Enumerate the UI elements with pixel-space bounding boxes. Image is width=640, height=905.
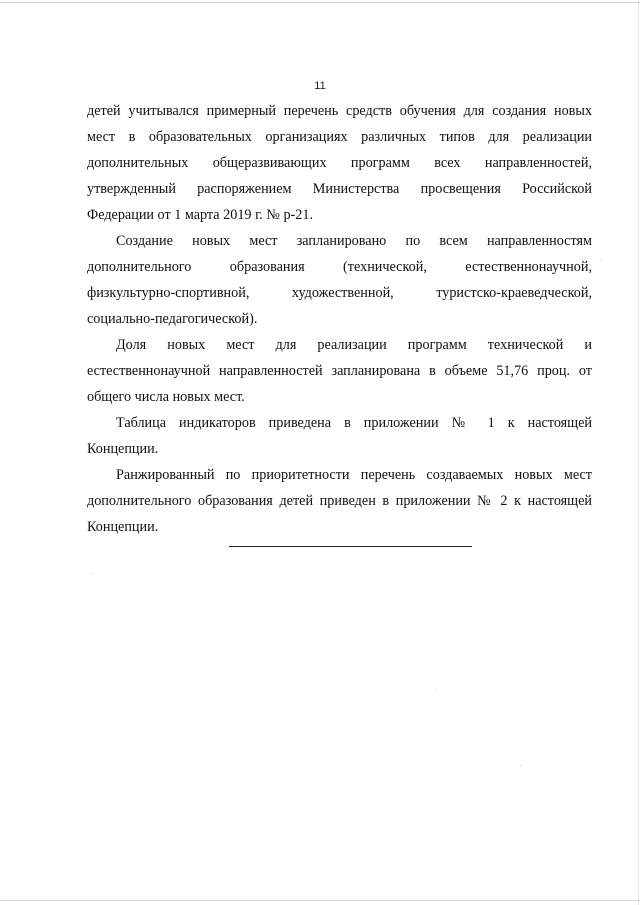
paragraph-1-line-5: Федерации от 1 марта 2019 г. № р-21. <box>87 207 314 223</box>
scan-speck <box>520 765 521 766</box>
paragraph-2-line-3: физкультурно-спортивной, художественной, туристско-краеведческой, <box>87 285 592 301</box>
scan-right-edge <box>638 0 639 905</box>
paragraph-2-line-4: социально-педагогической). <box>87 311 258 327</box>
paragraph-1-line-3: дополнительных общеразвивающих программ всех направленностей, <box>87 155 592 171</box>
end-separator-rule <box>229 546 472 547</box>
paragraph-5-line-2: дополнительного образования детей приведен в приложении № 2 к настоящей <box>87 493 592 509</box>
paragraph-1-line-2: мест в образовательных организациях различных типов для реализации <box>87 129 592 145</box>
paragraph-2-line-2: дополнительного образования (технической, естественнонаучной, <box>87 259 592 275</box>
paragraph-5-line-1: Ранжированный по приоритетности перечень создаваемых новых мест <box>116 467 592 483</box>
scan-speck <box>436 690 437 691</box>
document-body <box>87 98 592 540</box>
paragraph-5-line-3: Концепции. <box>87 519 159 535</box>
paragraph-3-line-3: общего числа новых мест. <box>87 389 245 405</box>
page-number: 11 <box>314 80 326 92</box>
paragraph-4-line-1: Таблица индикаторов приведена в приложении № 1 к настоящей <box>116 415 592 431</box>
paragraph-2-line-1: Создание новых мест запланировано по всем направленностям <box>116 233 592 249</box>
paragraph-1-line-1: детей учитывался примерный перечень средств обучения для создания новых <box>87 103 592 119</box>
scan-bottom-edge <box>0 900 640 901</box>
paragraph-1-line-4: утвержденный распоряжением Министерства просвещения Российской <box>87 181 592 197</box>
paragraph-3-line-1: Доля новых мест для реализации программ технической и <box>116 337 592 353</box>
scan-speck <box>600 259 601 260</box>
paragraph-4-line-2: Концепции. <box>87 441 159 457</box>
scan-speck <box>90 573 91 574</box>
scan-top-edge <box>0 2 640 3</box>
paragraph-3-line-2: естественнонаучной направленностей запланирована в объеме 51,76 проц. от <box>87 363 592 379</box>
